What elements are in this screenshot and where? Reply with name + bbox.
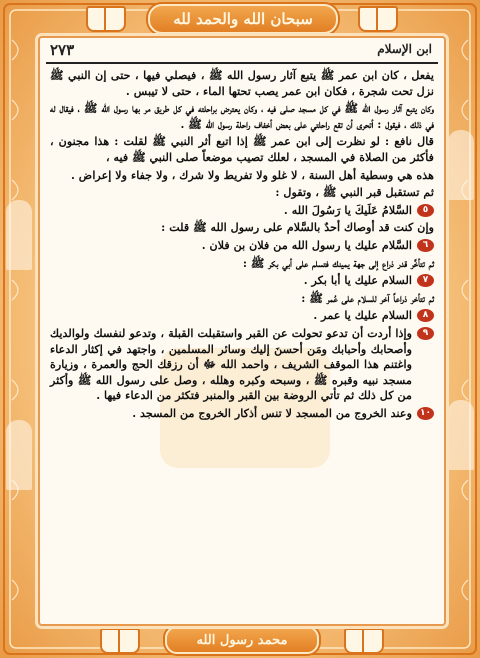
quran-book-icon-top-right bbox=[358, 6, 398, 32]
item-number-badge: ٧ bbox=[417, 274, 434, 287]
page-number: ٢٧٣ bbox=[50, 41, 75, 59]
side-mosque-left bbox=[6, 200, 32, 270]
numbered-item bbox=[50, 406, 434, 422]
numbered-item bbox=[50, 203, 434, 219]
item-text: وإذا أردت أن تدعو تحولت عن القبر واستقبلت القبلة ، وتدعو لنفسك ولوالديك وأصحابك وأحبابك ومَن أحسنَ إليك وسائر المسلمين ، واجتهد في إكثار الدعاء واغتنم هذا الموقف الشريف ، واحمد الله ﷻ أن رزقك الحج والعمرة ، وزيارة مسجد نبيه وقبره ﷺ ، وسبحه وكبره وهلله ، وصل على رسول الله ﷺ وأكثر من كل ذلك ثم تأتي الروضة بين القبر والمنبر فتكثر من الدعاء فيها . bbox=[50, 325, 412, 403]
quran-book-icon-bottom-left bbox=[100, 628, 140, 654]
side-mosque-left-2 bbox=[6, 420, 32, 490]
header-rule bbox=[46, 62, 438, 64]
paragraph: هذه هي وسطية أهل السنة ، لا غلو ولا تفريط ولا شرك ، ولا جفاء ولا إعراض . bbox=[71, 167, 434, 182]
item-line: ثم تتأخَّر قدر ذراع إلى جهة يمينك فتسلم على أبي بكر ﷺ : bbox=[242, 255, 434, 270]
item-number-badge: ٨ bbox=[417, 309, 434, 322]
item-text: السلام عليك يا عمر . bbox=[313, 308, 412, 323]
footer-banner-text: محمد رسول الله bbox=[196, 632, 288, 648]
item-number-badge: ٩ bbox=[417, 327, 434, 340]
numbered-item bbox=[50, 308, 434, 324]
quran-book-icon-bottom-right bbox=[344, 628, 384, 654]
footer-banner bbox=[165, 626, 319, 654]
item-number-badge: ٥ bbox=[417, 204, 434, 217]
item-text: السلام عليك يا أبا بكر . bbox=[303, 273, 412, 288]
paragraph: وكان يتبع آثار رسول الله ﷺ في كل مسجد صلى فيه ، وكان يعترض براحلته في كل طريق مر بها رسول الله ﷺ ، فيقال له في ذلك ، فيقول : أتحرى أن تقع راحلتي على بعض أخفاف راحلة رسول الله ﷺ . bbox=[50, 101, 434, 131]
numbered-item bbox=[50, 326, 434, 404]
quran-book-icon-top-left bbox=[86, 6, 126, 32]
page-header bbox=[40, 40, 444, 60]
paragraph: قال نافع : لو نظرت إلى ابن عمر ﷺ إذا اتبع أثر النبي ﷺ لقلت : هذا مجنون ، فأكثر من الصلاة في المسجد ، لعلك تصيب موضعاً صلى النبي ﷺ فيه ، bbox=[50, 134, 434, 164]
header-banner bbox=[148, 4, 338, 34]
paragraph: يفعل ، كان ابن عمر ﷺ يتبع آثار رسول الله ﷺ ، فيصلي فيها ، حتى إن النبي ﷺ نزل تحت شجرة ، فكان ابن عمر يصب تحتها الماء ، حتى لا تيبس . bbox=[50, 68, 434, 98]
item-line: وإن كنت قد أوصاك أحدٌ بالسَّلام على رسول الله ﷺ قلت : bbox=[161, 220, 434, 235]
item-text: السَّلام عليك يا رسول الله من فلان بن فلان . bbox=[201, 237, 412, 252]
header-banner-text: سبحان الله والحمد لله bbox=[173, 10, 313, 28]
running-title: ابن الإسلام bbox=[377, 42, 432, 56]
text-page bbox=[38, 36, 446, 626]
side-mosque-right bbox=[448, 130, 474, 200]
paragraph: ثم تستقبل قبر النبي ﷺ ، وتقول : bbox=[275, 185, 434, 200]
item-text: السَّلامُ عَلَيكَ يا رَسُولَ الله . bbox=[283, 202, 412, 217]
numbered-item bbox=[50, 238, 434, 254]
side-mosque-right-2 bbox=[448, 400, 474, 470]
page-body bbox=[50, 68, 434, 423]
numbered-item bbox=[50, 273, 434, 289]
item-number-badge: ٦ bbox=[417, 239, 434, 252]
item-number-badge: ١٠ bbox=[417, 407, 434, 420]
item-line: ثم تتأخر ذراعاً آخر للسلام على عُمر ﷺ : bbox=[301, 290, 434, 305]
item-text: وعند الخروج من المسجد لا تنس أذكار الخروج من المسجد . bbox=[132, 405, 412, 420]
